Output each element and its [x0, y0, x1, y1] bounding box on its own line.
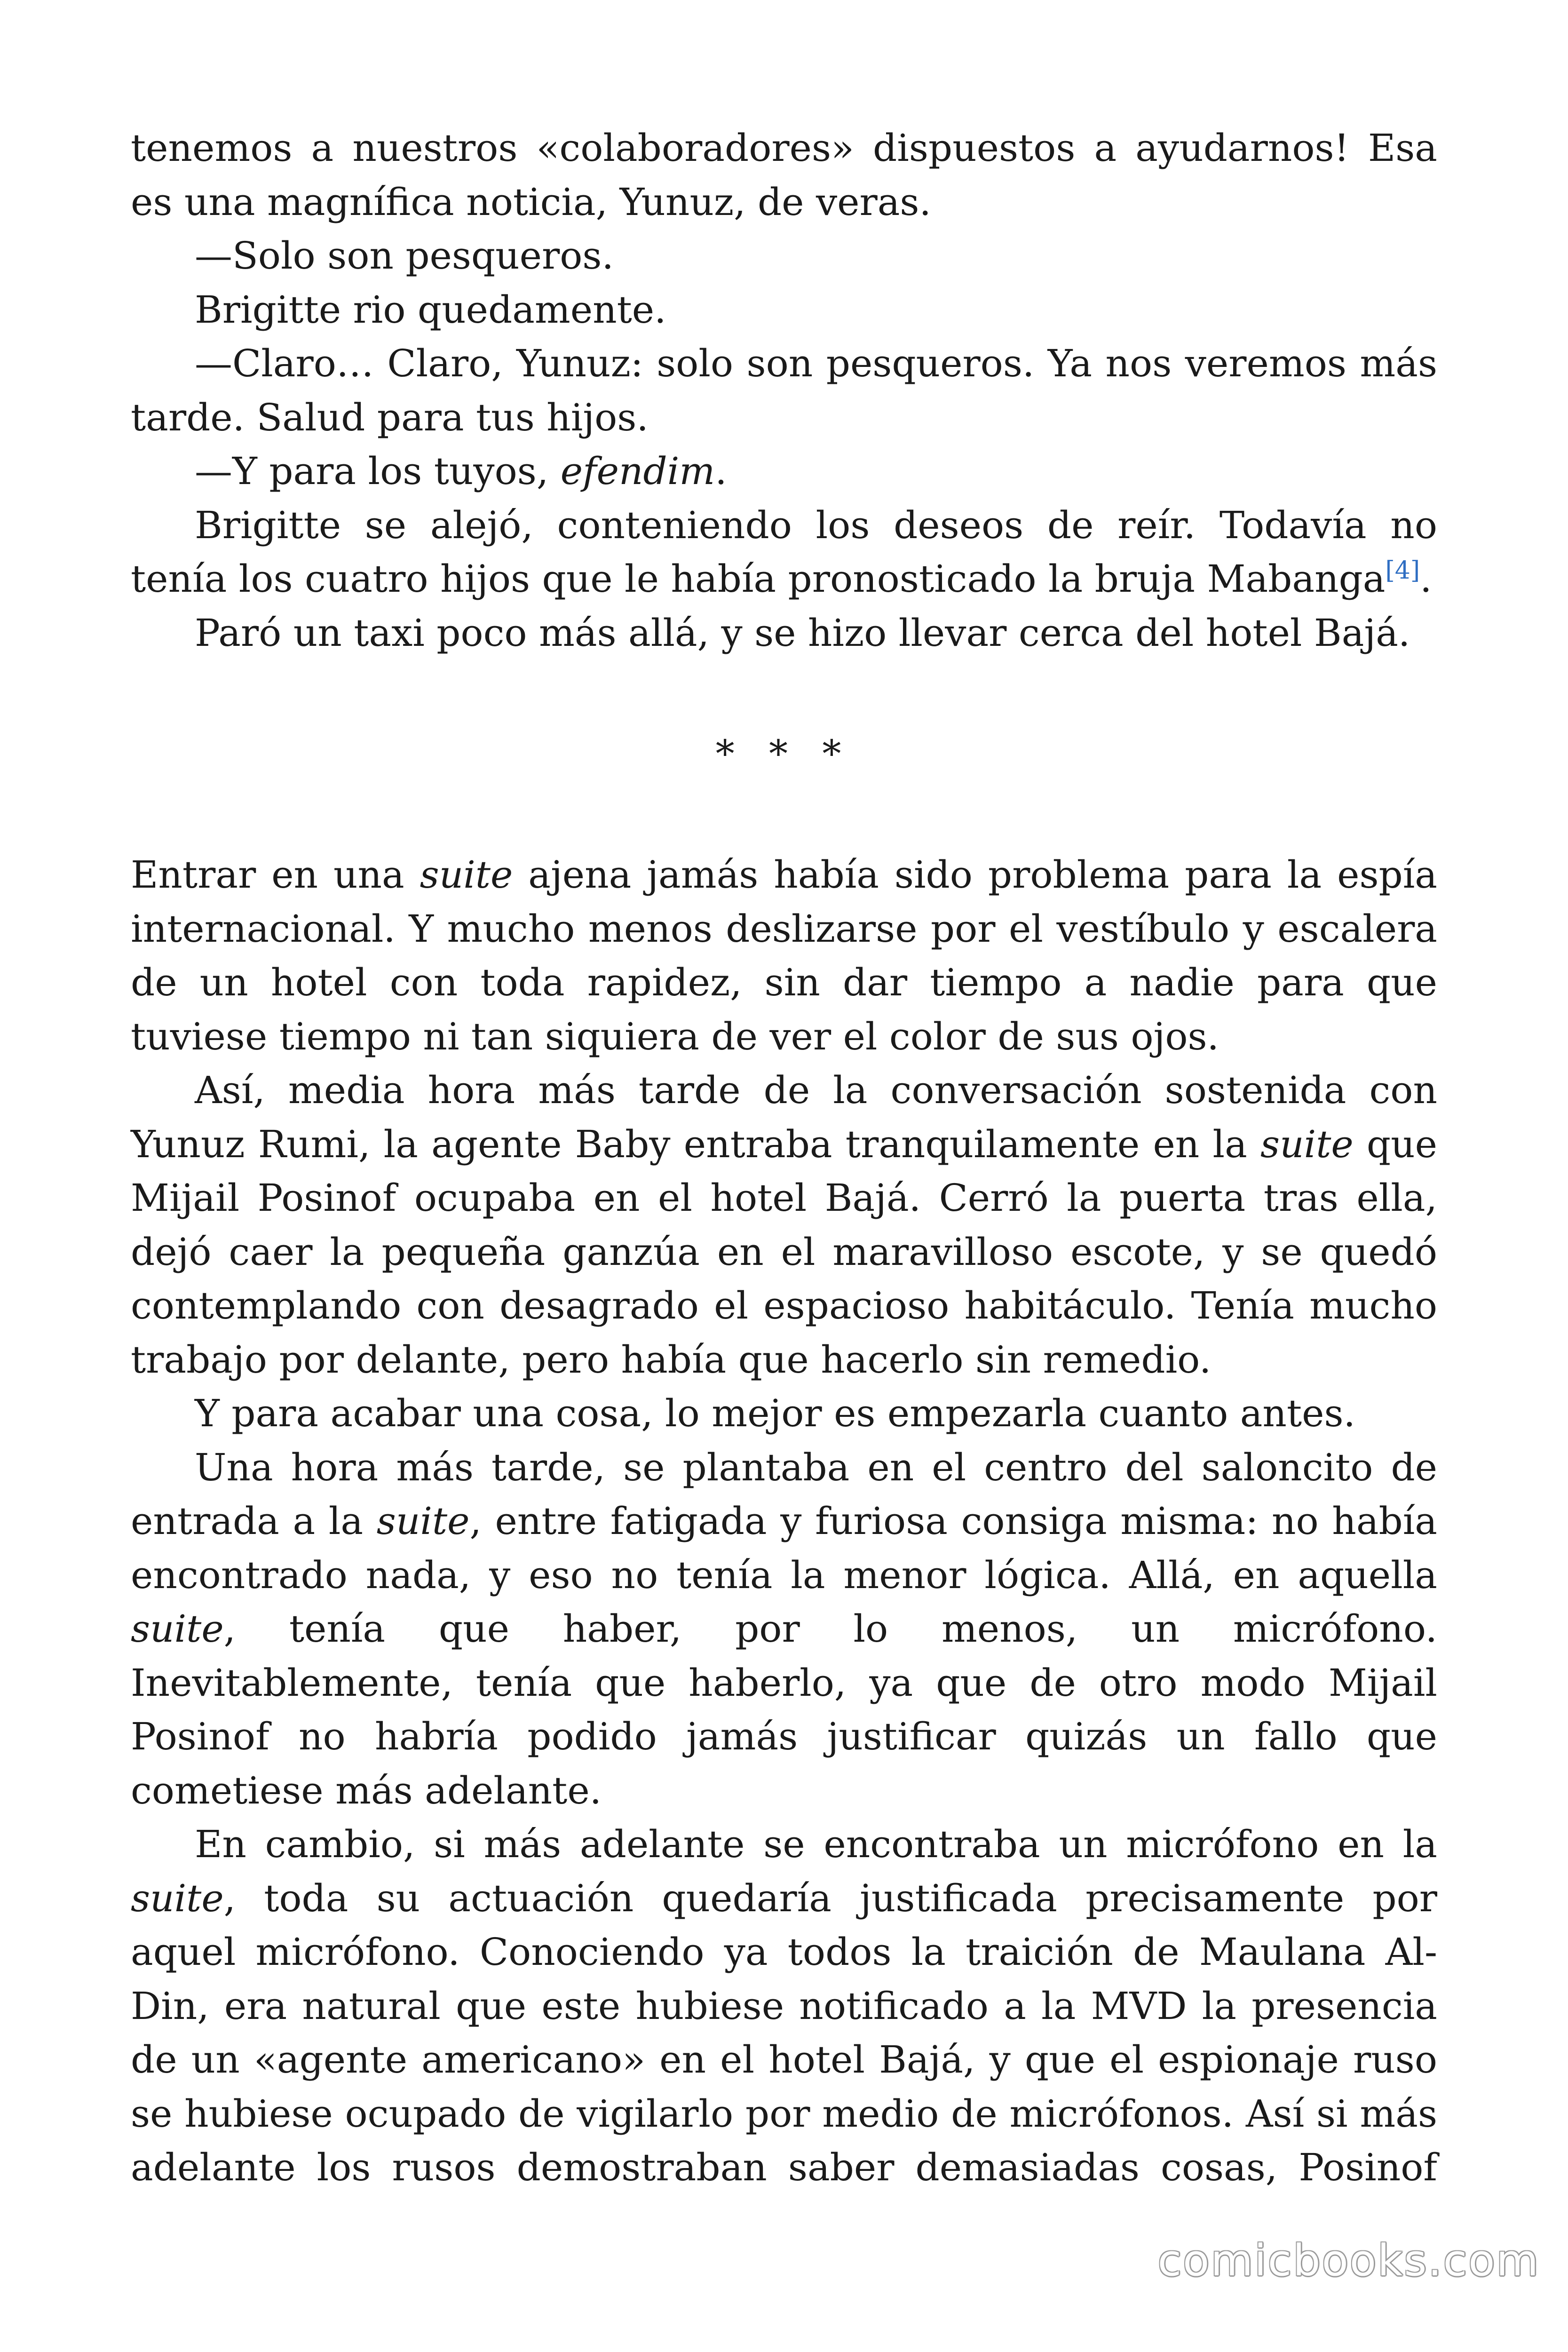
narrative-paragraph [131, 1064, 1437, 1387]
paragraph-continuation: tenemos a nuestros «colaboradores» dispuestos a ayudarnos! Esa es una magnífica noticia, Yunuz, de veras. [131, 126, 1437, 224]
dialogue-paragraph: —Solo son pesqueros. [195, 234, 614, 278]
text-run: que Mijail Posinof ocupaba en el hotel Bajá. Cerró la puerta tras ella, dejó caer la pequeña ganzúa en el maravilloso escote, y se quedó contemplando con desagrado el espacioso habitáculo. Tenía mucho trabajo por delante, pero había que hacerlo sin remedio. [131, 1122, 1437, 1382]
text-run: . [715, 449, 727, 493]
watermark-logo: comicbooks.com [1157, 2235, 1540, 2286]
narrative-paragraph [131, 848, 1437, 1064]
text-run: ajena jamás había sido problema para la espía internacional. Y mucho menos deslizarse por el vestíbulo y escalera de un hotel con toda rapidez, sin dar tiempo a nadie para que tuviese tiempo ni tan siquiera de ver el color de sus ojos. [131, 853, 1437, 1058]
italic-word: suite [420, 853, 513, 897]
narrative-paragraph: Paró un taxi poco más allá, y se hizo llevar cerca del hotel Bajá. [195, 611, 1410, 655]
italic-word: efendim [560, 449, 715, 493]
narrative-paragraph [131, 1818, 1437, 2195]
text-run: En cambio, si más adelante se encontraba un micrófono en la [195, 1822, 1437, 1866]
dialogue-paragraph [131, 445, 1437, 499]
text-run: , tenía que haber, por lo menos, un micrófono. Inevitablemente, tenía que haberlo, ya que de otro modo Mijail Posinof no habría podido jamás justificar quizás un fallo que cometiese más adelante. [131, 1607, 1437, 1812]
text-run: Así, media hora más tarde de la conversación sostenida con Yunuz Rumi, la agente Baby entraba tranquilamente en la [131, 1068, 1437, 1166]
dialogue-paragraph: —Claro… Claro, Yunuz: solo son pesqueros. Ya nos veremos más tarde. Salud para tus hijos. [131, 342, 1437, 439]
narrative-paragraph [131, 1441, 1437, 1818]
italic-word: suite [131, 1876, 224, 1920]
section-separator: * * * [715, 732, 853, 776]
text-run: Y para acabar una cosa, lo mejor es empezarla cuanto antes. [195, 1391, 1355, 1435]
narrative-paragraph [131, 1387, 1437, 1441]
book-page [131, 121, 1437, 2195]
text-run: —Y para los tuyos, [195, 449, 561, 493]
text-run: Brigitte se alejó, conteniendo los deseos de reír. Todavía no tenía los cuatro hijos que le había pronosticado la bruja Mabanga [131, 503, 1437, 601]
text-run: . [1420, 557, 1432, 601]
footnote-link[interactable]: [4] [1385, 556, 1420, 585]
text-run: Una hora más tarde, se plantaba en el centro del saloncito de entrada a la [131, 1445, 1437, 1543]
narrative-paragraph [131, 499, 1437, 606]
text-run: Entrar en una [131, 853, 420, 897]
text-run: , entre fatigada y furiosa consiga misma: no había encontrado nada, y eso no tenía la menor lógica. Allá, en aquella [131, 1499, 1438, 1597]
italic-word: suite [376, 1499, 470, 1543]
narrative-paragraph: Brigitte rio quedamente. [195, 287, 666, 332]
text-run: , toda su actuación quedaría justificada precisamente por aquel micrófono. Conociendo ya todos la traición de Maulana Al-Din, era natural que este hubiese notificado a la MVD la presencia de un «agente americano» en el hotel Bajá, y que el espionaje ruso se hubiese ocupado de vigilarlo por medio de micrófonos. Así si más adelante los rusos demostraban saber demasiadas cosas, Posinof [131, 1876, 1437, 2189]
italic-word: suite [131, 1607, 224, 1651]
italic-word: suite [1260, 1122, 1354, 1166]
